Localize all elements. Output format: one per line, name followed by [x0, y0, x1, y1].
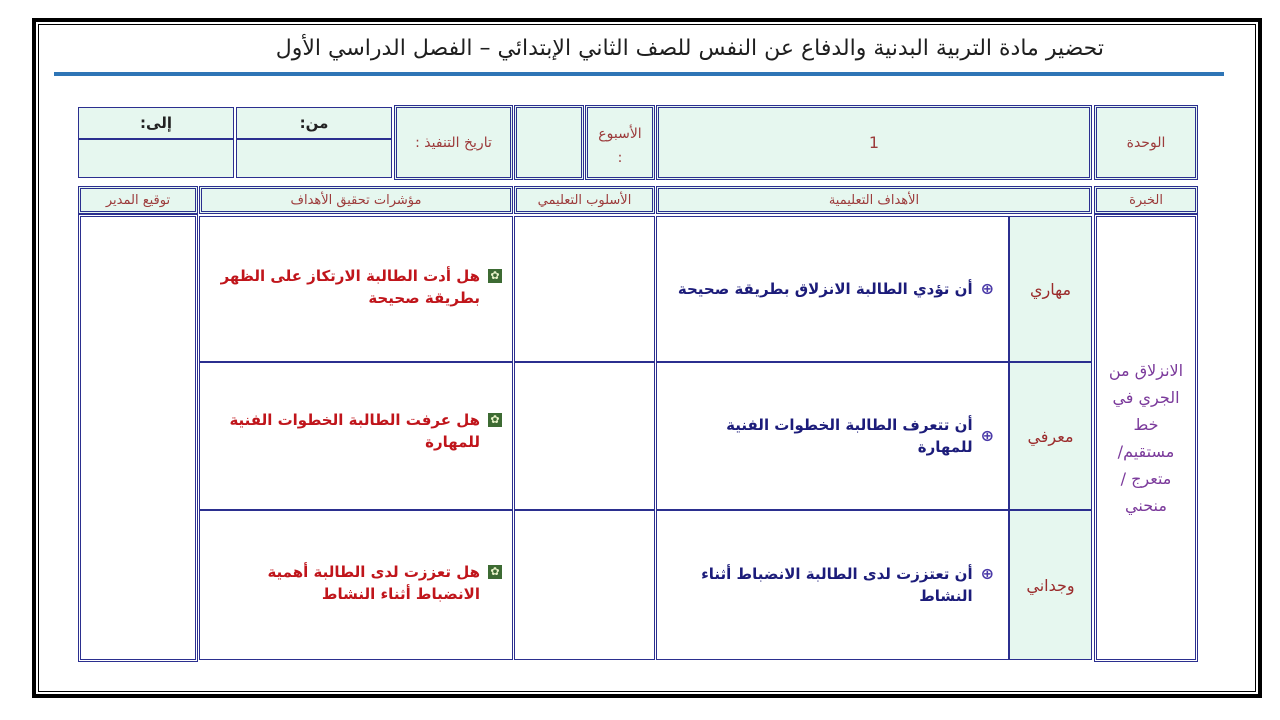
method-header: الأسلوب التعليمي [537, 192, 632, 208]
col-header-objectives [656, 186, 1092, 214]
indicator-text-1: هل أدت الطالبة الارتكاز على الظهر بطريقة صحيحة [220, 267, 480, 307]
indicator-cell-1 [199, 216, 513, 362]
unit-label: الوحدة [1126, 134, 1166, 151]
signature-cell[interactable] [78, 214, 198, 662]
from-value-cell[interactable] [236, 139, 392, 178]
experience-header: الخبرة [1129, 192, 1163, 208]
indicator-text-3: هل تعززت لدى الطالبة أهمية الانضباط أثناء النشاط [267, 563, 480, 603]
indicators-header: مؤشرات تحقيق الأهداف [290, 192, 422, 208]
unit-value-cell [656, 105, 1092, 180]
week-label: الأسبوع : [598, 126, 642, 166]
method-cell-1[interactable] [514, 216, 655, 362]
to-label-cell [78, 107, 234, 139]
square-flower-icon: ✿ [488, 413, 502, 427]
objective-cell-1 [656, 216, 1009, 362]
method-cell-2[interactable] [514, 362, 655, 510]
col-header-indicators [199, 186, 513, 214]
week-label-cell [585, 105, 655, 180]
objective-text-1: أن تؤدي الطالبة الانزلاق بطريقة صحيحة [677, 280, 973, 298]
col-header-signature [78, 186, 198, 214]
domain-affective: وجداني [1026, 575, 1075, 595]
domain-cell-skill [1009, 216, 1092, 362]
title-rule [54, 72, 1224, 76]
cross-circle-icon: ⊕ [980, 564, 994, 583]
exec-date-label-cell [394, 105, 513, 180]
experience-text: الانزلاق من الجري في خط مستقيم/متعرج / منحني [1108, 361, 1184, 515]
from-label: من: [299, 114, 329, 132]
col-header-experience [1094, 186, 1198, 214]
objective-cell-3 [656, 510, 1009, 660]
signature-header: توقيع المدير [105, 192, 171, 208]
domain-skill: مهاري [1029, 279, 1072, 299]
from-label-cell [236, 107, 392, 139]
to-value-cell[interactable] [78, 139, 234, 178]
domain-cognitive: معرفي [1027, 426, 1074, 446]
to-label: إلى: [140, 114, 172, 132]
indicator-text-2: هل عرفت الطالبة الخطوات الفنية للمهارة [229, 411, 480, 451]
objectives-header: الأهداف التعليمية [828, 192, 920, 208]
experience-cell [1094, 214, 1198, 662]
square-flower-icon: ✿ [488, 269, 502, 283]
page-title: تحضير مادة التربية البدنية والدفاع عن النفس للصف الثاني الإبتدائي – الفصل الدراسي الأول [275, 36, 1104, 61]
col-header-method [514, 186, 655, 214]
indicator-cell-2 [199, 362, 513, 510]
indicator-cell-3 [199, 510, 513, 660]
cross-circle-icon: ⊕ [980, 426, 994, 445]
week-value-cell[interactable] [514, 105, 584, 180]
objective-text-3: أن تعتززت لدى الطالبة الانضباط أثناء النشاط [701, 565, 973, 605]
exec-date-label: تاريخ التنفيذ : [415, 134, 492, 151]
domain-cell-cognitive [1009, 362, 1092, 510]
objective-text-2: أن تتعرف الطالبة الخطوات الفنية للمهارة [726, 416, 973, 456]
method-cell-3[interactable] [514, 510, 655, 660]
unit-label-cell [1094, 105, 1198, 180]
domain-cell-affective [1009, 510, 1092, 660]
objective-cell-2 [656, 362, 1009, 510]
cross-circle-icon: ⊕ [980, 279, 994, 298]
square-flower-icon: ✿ [488, 565, 502, 579]
unit-value: 1 [868, 133, 880, 152]
